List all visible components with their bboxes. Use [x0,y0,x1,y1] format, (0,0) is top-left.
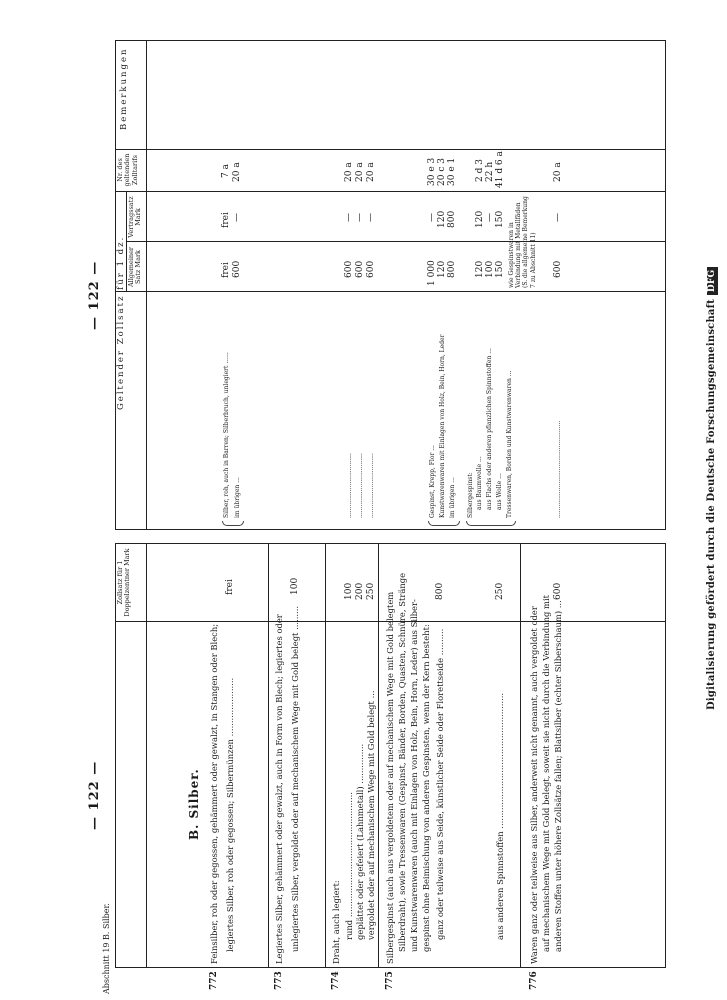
treaty-col-rule [126,241,666,242]
treaty-rate: — [355,213,365,222]
tariff-number: 20 c 3 [437,158,447,186]
entry-rate: 100 [290,577,300,595]
entry-number: 773 [274,971,284,990]
entry-line: ganz oder teilweise aus Seide, künstlicher Seide oder Florettseide .......... [435,628,445,940]
general-rate: 600 [344,260,354,278]
entry-line: Silberdraht), sowie Tressenwaren (Gespinst, Bänder, Borden, Quasten, Schnüre, Stränge [397,572,407,952]
treaty-rate: 150 [495,210,505,228]
brace [428,521,460,526]
general-rate: frei [221,262,231,278]
general-rate: 600 [553,260,563,278]
entry-number: 772 [209,971,219,990]
entry-line: geplättet oder gefeiert (Lahnmetall) ............... [355,743,365,940]
entry-line: Legiertes Silber, gehämmert oder gewalzt, auch in Form von Blech; legiertes oder [274,614,284,964]
row-rule [268,543,269,968]
entry-line: Feinsilber, roh oder gegossen, gehämmert oder gewalzt, in Stangen oder Blech; [209,623,219,964]
entry-line: vergoldet oder auf mechanischem Wege mit Gold belegt ... [366,690,376,940]
entry-line: Draht, auch legiert: [331,880,341,964]
entry-rate: frei [225,579,235,595]
row-line: .................................. [357,453,364,518]
row-rule [378,543,379,968]
treaty-rate: — [344,213,354,222]
entry-line: rund ............................................... [344,792,354,940]
right-page-number: — 122 — [87,260,102,330]
treaty-rate: 120 [437,210,447,228]
tariff-number: 2 d 3 [475,159,485,182]
row-line: aus Flachs oder anderen pflanzlichen Spinnstoffen ... [486,348,493,510]
tariff-number-header: Nr. des geltenden Zolltarifs [116,153,139,187]
entry-line: gespinst ohne Beimischung von anderen Gespinsten, wenn der Kern besteht: [421,624,431,952]
tariff-number: 22 h [485,161,495,182]
tariff-number: 20 a [355,162,365,182]
row-line: aus Baumwolle ... [476,456,483,510]
entry-line: legiertes Silber, roh oder gegossen; Silbermünzen ...................... [225,677,235,952]
remarks-col-rule [115,149,666,150]
general-rate: 100 [485,260,495,278]
treaty-rate: 800 [447,210,457,228]
tariff-number: 7 a [221,164,231,178]
general-col-rule [115,291,666,292]
row-line: Gespinst, Krepp, Flor ... [429,445,436,518]
rate-column-header: Zollsatz für 1 Doppelzentner Mark [116,548,132,617]
general-rate: 800 [447,260,457,278]
tariff-number: 41 d 6 a [495,151,505,188]
row-line: im übrigen ... [449,477,456,518]
entry-rate: 250 [366,582,376,600]
entry-rate: 600 [553,582,563,600]
row-line: aus Wolle ... [496,473,503,510]
general-rate: 120 [437,260,447,278]
treaty-rate: frei [221,212,231,228]
entry-number: 774 [331,971,341,990]
tariff-number: 30 e 3 [427,157,437,186]
general-rate: 150 [495,260,505,278]
row-line: Silber, roh, auch in Barren; Silberbruch, unlegiert ...... [223,352,230,518]
row-line: Kunstwarenwaren mit Einlagen von Holz, Bein, Horn, Leder [439,334,446,518]
section-heading: B. Silber. [187,768,201,840]
credit-text: Digitalisierung gefördert durch die Deutsche Forschungsgemeinschaft [706,299,717,710]
brace [466,521,516,526]
left-page-number: — 122 — [87,760,102,830]
general-rate: 1 000 [427,260,437,286]
treaty-rate: — [427,213,437,222]
tariff-number: 30 e 1 [447,157,457,186]
entry-line: Waren ganz oder teilweise aus Silber, anderweit nicht genannt, auch vergoldet oder [529,606,539,964]
entry-line: und Kunstwarenwaren (auch mit Einlagen von Holz, Bein, Horn, Leder) aus Silber- [409,599,419,952]
remarks-header: Bemerkungen [119,47,129,130]
right-table-frame [115,40,666,530]
brace [222,521,244,526]
row-line: im übrigen ... [234,477,241,518]
entry-number: 775 [385,971,395,990]
tariff-number: 20 a [344,162,354,182]
cross-reference-note: wie Gespinstwaren in Verbindung mit Metallfäden (S. die allgemeine Bemerkung 7 zu Abschnitt 11) [508,196,537,288]
row-rule [520,543,521,968]
treaty-rate-header: Vertragssatz Mark [127,196,143,238]
general-rate: 600 [355,260,365,278]
entry-rate: 200 [355,582,365,600]
general-rate: 600 [366,260,376,278]
treaty-rate: — [366,213,376,222]
entry-line: anderen Stoffen unter höhere Zollsätze fallen; Blattsilber (echter Silberschaum) ... [553,600,563,952]
entry-rate: 800 [435,582,445,600]
section-label: Abschnitt 19 B. Silber. [102,903,111,994]
row-line: Silbergespinst: [467,472,474,518]
dfg-logo-icon: DFG [707,267,718,295]
tariff-col-rule [115,191,666,192]
treaty-rate: — [485,213,495,222]
main-column-header: Geltender Zollsatz für 1 dz. [116,235,126,410]
treaty-rate: 120 [475,210,485,228]
tariff-number: 20 a [232,162,242,182]
row-rule [325,543,326,968]
entry-line: aus anderen Spinnstoffen ................................................... [495,692,505,940]
tariff-number: 20 a [553,162,563,182]
general-rate: 600 [232,260,242,278]
entry-line: auf mechanischem Wege mit Gold belegt, soweit sie nicht durch die Verbindung mit [541,594,551,952]
row-line: .................................. [368,453,375,518]
entry-rate: 100 [344,582,354,600]
right-header-rule [146,40,147,530]
row-line: Tressenwaren, Borden und Kunstwarenwaren ... [506,370,513,518]
treaty-rate: — [553,213,563,222]
entry-rate: 250 [495,582,505,600]
general-rate: 120 [475,260,485,278]
entry-number: 776 [529,971,539,990]
treaty-rate: — [232,213,242,222]
left-header-rule [146,543,147,968]
row-line: .................................. [346,453,353,518]
digitization-credit [707,267,718,710]
tariff-number: 20 a [366,162,376,182]
entry-line: unlegiertes Silber, vergoldet oder auf mechanischem Wege mit Gold belegt ......... [290,605,300,952]
entry-line: Silbergespinst (auch aus vergoldetem oder auf mechanischem Wege mit Gold belegtem [385,591,395,964]
row-line: ................................................... [555,420,562,518]
general-rate-header: Allgemeiner Satz Mark [127,246,143,288]
